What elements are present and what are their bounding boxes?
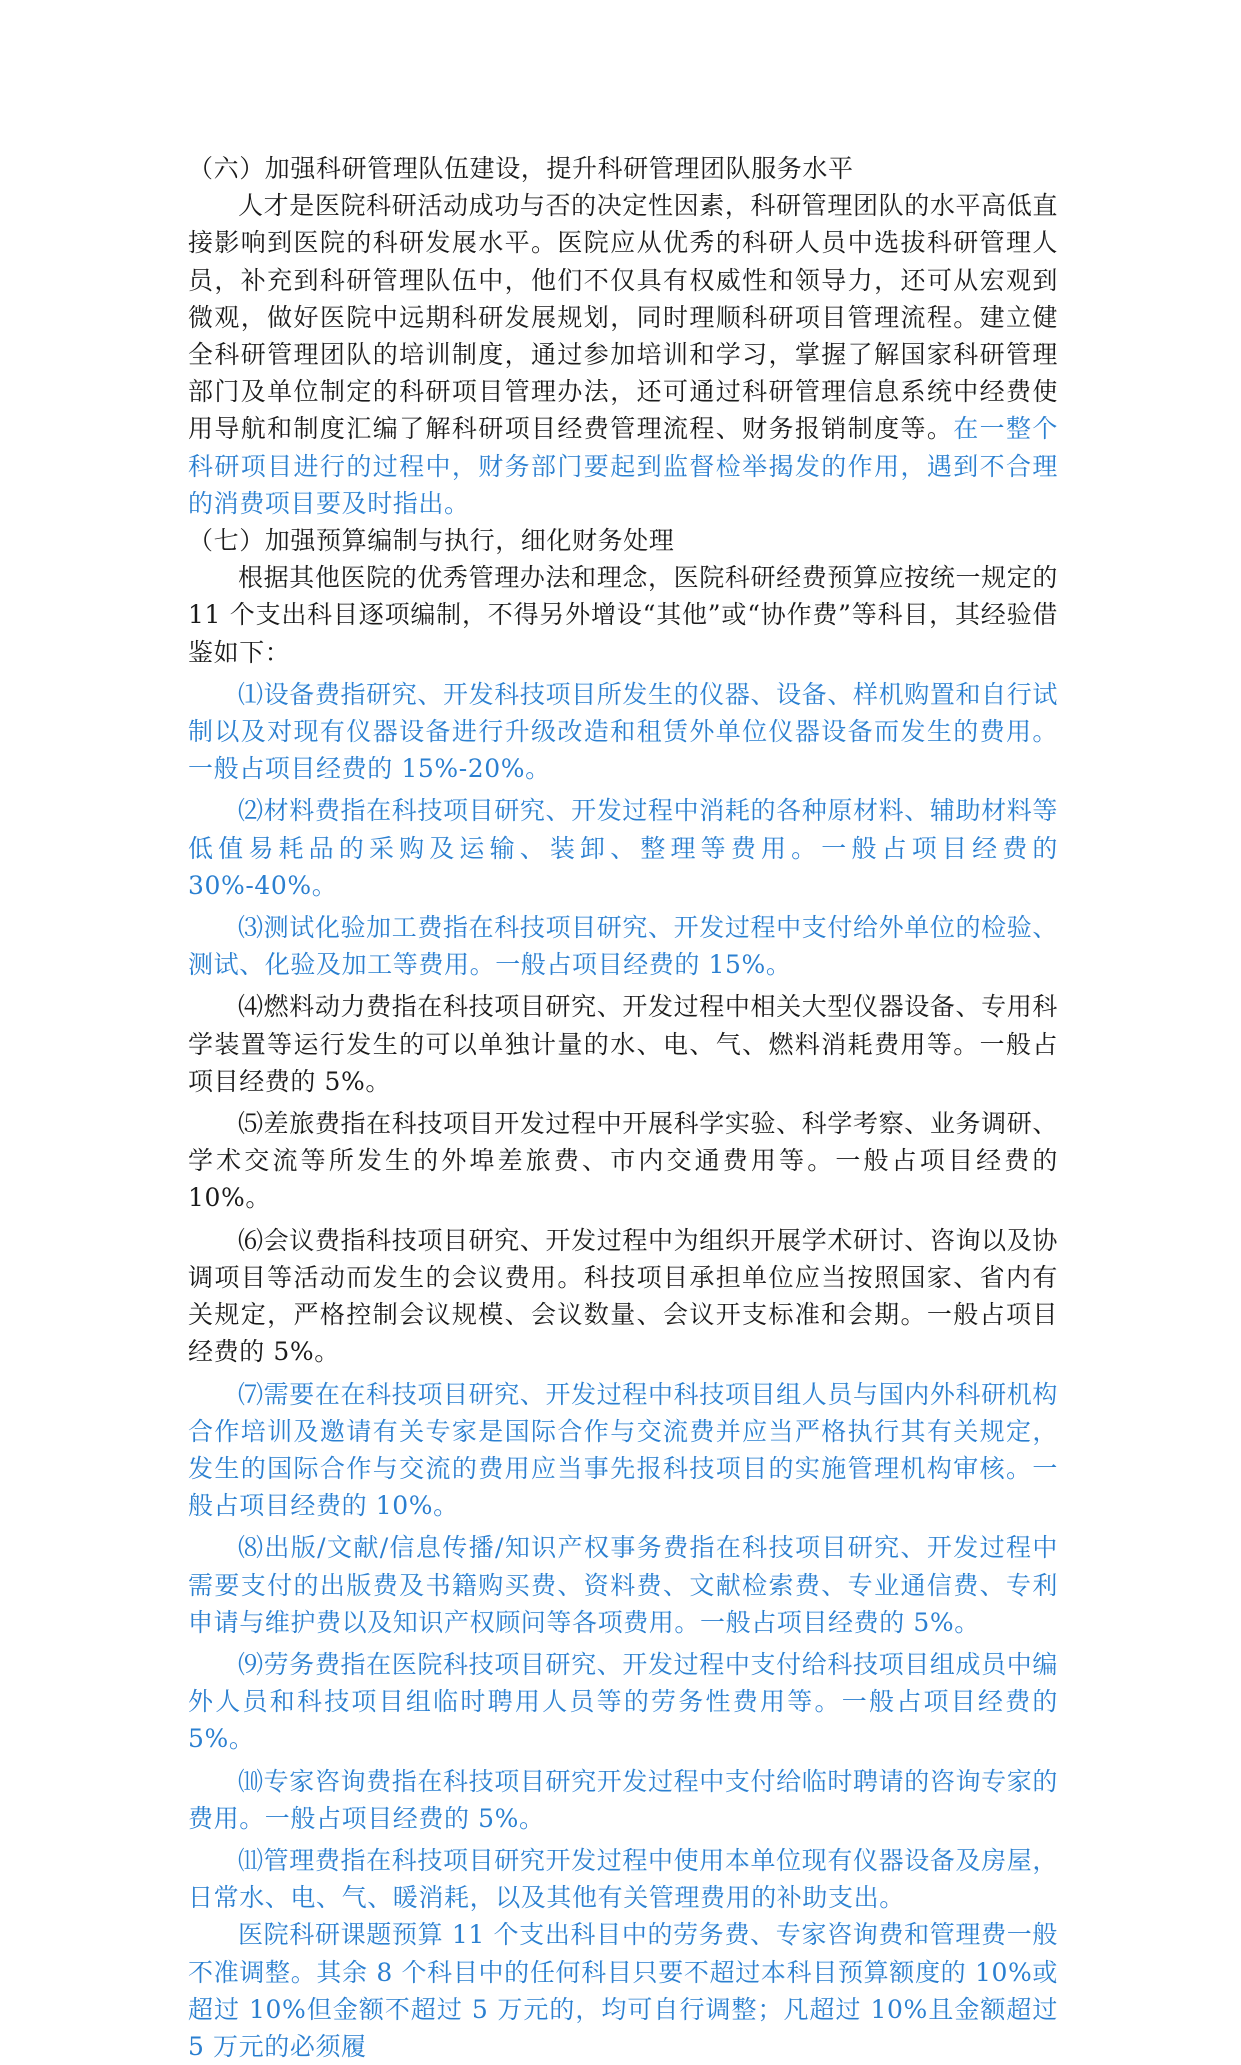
list-item-6: ⑹会议费指科技项目研究、开发过程中为组织开展学术研讨、咨询以及协调项目等活动而发生的会议费用。科技项目承担单位应当按照国家、省内有关规定，严格控制会议规模、会议数量、会议开支标准和会期。一般占项目经费的 5%。: [188, 1225, 1058, 1367]
list-item-4: ⑷燃料动力费指在科技项目研究、开发过程中相关大型仪器设备、专用科学装置等运行发生的可以单独计量的水、电、气、燃料消耗费用等。一般占项目经费的 5%。: [188, 992, 1058, 1096]
list-item-9: ⑼劳务费指在医院科技项目研究、开发过程中支付给科技项目组成员中编外人员和科技项目组临时聘用人员等的劳务性费用等。一般占项目经费的 5%。: [188, 1649, 1058, 1754]
expense-item-list: [188, 676, 1058, 1917]
list-item-8: ⑻出版/文献/信息传播/知识产权事务费指在科技项目研究、开发过程中需要支付的出版费及书籍购买费、资料费、文献检索费、专业通信费、专利申请与维护费以及知识产权顾问等各项费用。一般占项目经费的 5%。: [188, 1533, 1058, 1637]
paragraph-budget-adjustment: 医院科研课题预算 11 个支出科目中的劳务费、专家咨询费和管理费一般不准调整。其余 8 个科目中的任何科目只要不超过本科目预算额度的 10%或超过 10%但金额不超过 5 万元的，均可自行调整；凡超过 10%且金额超过 5 万元的必须履: [188, 1920, 1058, 2061]
paragraph-text: 人才是医院科研活动成功与否的决定性因素，科研管理团队的水平高低直接影响到医院的科研发展水平。医院应从优秀的科研人员中选拔科研管理人员，补充到科研管理队伍中，他们不仅具有权威性和领导力，还可从宏观到微观，做好医院中远期科研发展规划，同时理顺科研项目管理流程。建立健全科研管理团队的培训制度，通过参加培训和学习，掌握了解国家科研管理部门及单位制定的科研项目管理办法，还可通过科研管理信息系统中经费使用导航和制度汇编了解科研项目经费管理流程、财务报销制度等。: [188, 191, 1058, 444]
list-item-1: ⑴设备费指研究、开发科技项目所发生的仪器、设备、样机购置和自行试制以及对现有仪器设备进行升级改造和租赁外单位仪器设备而发生的费用。一般占项目经费的 15%-20%。: [188, 679, 1058, 784]
list-item-10: ⑽专家咨询费指在科技项目研究开发过程中支付给临时聘请的咨询专家的费用。一般占项目经费的 5%。: [188, 1766, 1058, 1833]
list-item-11: ⑾管理费指在科技项目研究开发过程中使用本单位现有仪器设备及房屋，日常水、电、气、暖消耗，以及其他有关管理费用的补助支出。: [188, 1845, 1058, 1913]
list-item-7: ⑺需要在在科技项目研究、开发过程中科技项目组人员与国内外科研机构合作培训及邀请有关专家是国际合作与交流费并应当严格执行其有关规定，发生的国际合作与交流的费用应当事先报科技项目的实施管理机构审核。一般占项目经费的 10%。: [188, 1379, 1058, 1521]
list-item-3: ⑶测试化验加工费指在科技项目研究、开发过程中支付给外单位的检验、测试、化验及加工等费用。一般占项目经费的 15%。: [188, 913, 1058, 980]
highlighted-text: 在一整个科研项目进行的过程中，财务部门要起到监督检举揭发的作用，遇到不合理的消费项目要及时指出。: [188, 414, 1058, 518]
paragraph-team-building: [188, 187, 1058, 522]
section-heading-7: （七）加强预算编制与执行，细化财务处理: [188, 526, 675, 556]
section-heading-6: （六）加强科研管理队伍建设，提升科研管理团队服务水平: [188, 154, 854, 183]
document-body: [188, 150, 1058, 2065]
list-item-5: ⑸差旅费指在科技项目开发过程中开展科学实验、科学考察、业务调研、学术交流等所发生的外埠差旅费、市内交通费用等。一般占项目经费的 10%。: [188, 1109, 1058, 1213]
paragraph-budget-intro: 根据其他医院的优秀管理办法和理念，医院科研经费预算应按统一规定的 11 个支出科目逐项编制，不得另外增设“其他”或“协作费”等科目，其经验借鉴如下：: [188, 563, 1058, 667]
list-item-2: ⑵材料费指在科技项目研究、开发过程中消耗的各种原材料、辅助材料等低值易耗品的采购及运输、装卸、整理等费用。一般占项目经费的 30%-40%。: [188, 796, 1058, 900]
